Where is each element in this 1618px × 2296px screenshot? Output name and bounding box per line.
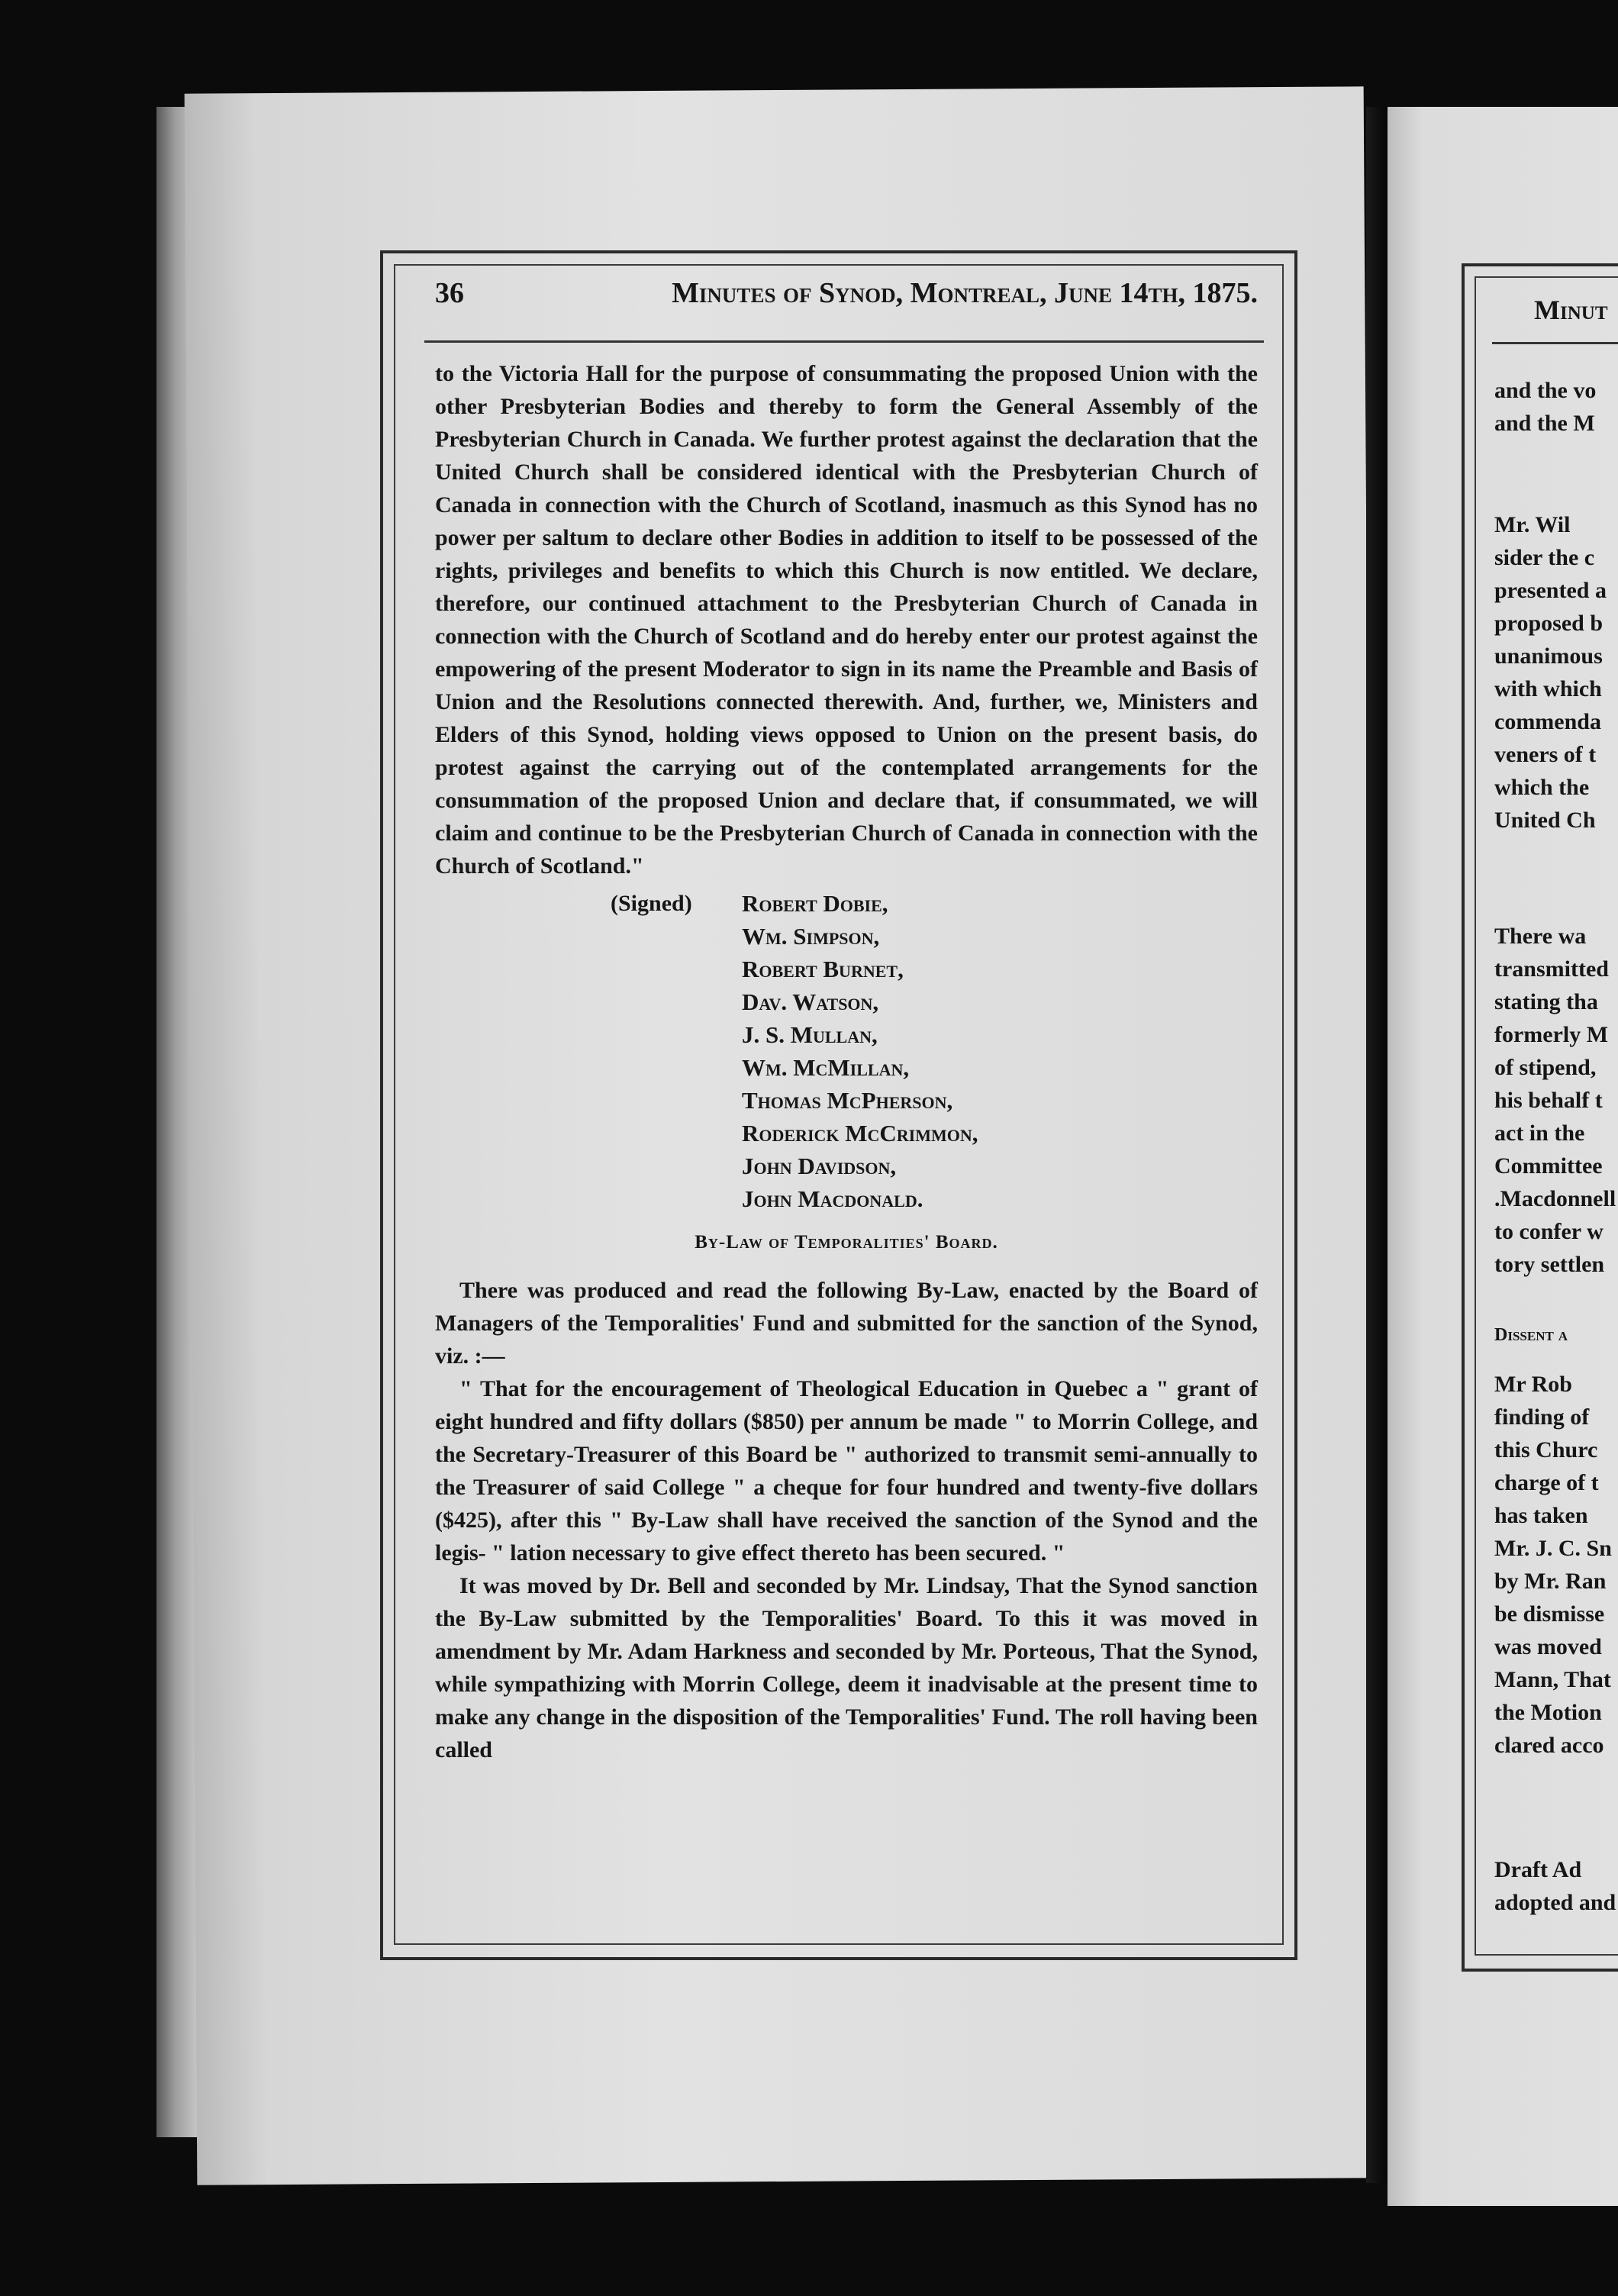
right-line: presented a [1494,578,1607,603]
page-title: Minutes of Synod, Montreal, June 14th, 1875. [672,277,1258,309]
left-page-body [435,357,1258,1766]
signatory-list [742,887,978,1215]
signatory: Roderick McCrimmon, [742,1120,978,1146]
signed-label: (Signed) [611,891,692,916]
right-line: was moved [1494,1634,1602,1659]
right-line: adopted and [1494,1890,1616,1915]
page-number: 36 [435,277,464,309]
right-text-group-b [1494,508,1618,837]
signatory: John Macdonald. [742,1185,923,1212]
right-line: Mann, That [1494,1667,1611,1692]
right-line: clared acco [1494,1733,1604,1758]
right-line: Committee [1494,1153,1603,1179]
right-dissent-heading: Dissent a [1494,1325,1568,1345]
right-line: United Ch [1494,808,1596,833]
bylaw-intro-paragraph: There was produced and read the following By-Law, enacted by the Board of Managers of the Temporalities' Fund and submitted for the sanction of the Synod, viz. :— [435,1278,1258,1369]
right-page-header: Minut [1534,295,1608,325]
right-line: stating tha [1494,989,1598,1014]
right-line: Mr. J. C. Sn [1494,1536,1612,1561]
bylaw-quote-paragraph: " That for the encouragement of Theological Education in Quebec a " grant of eight hundred and fifty dollars ($850) per annum be made " to Morrin College, and the Secretary-Treasurer of this Board be " authorized to transmit semi-annually to the Treasurer of said College " a cheque for four hundred and twenty-five dollars ($425), after this " By-Law shall have received the sanction of the Synod and the legis- " lation necessary to give effect thereto has been secured. " [435,1376,1258,1566]
right-line: charge of t [1494,1470,1599,1495]
right-line: which the [1494,775,1590,800]
right-line: veners of t [1494,742,1597,767]
right-line: finding of [1494,1404,1590,1430]
right-line: unanimous [1494,643,1603,669]
right-line: formerly M [1494,1022,1609,1047]
book-gutter [1366,107,1389,2183]
right-line: tory settlen [1494,1252,1605,1277]
right-line: transmitted [1494,956,1609,982]
signatory: J. S. Mullan, [742,1021,878,1048]
right-text-group-c [1494,920,1618,1281]
right-line: .Macdonnell [1494,1186,1616,1211]
signatory: John Davidson, [742,1153,897,1179]
right-line: and the M [1494,411,1595,436]
header-rule [424,340,1264,343]
section-title: By-Law of Temporalities' Board. [695,1232,998,1253]
right-line: the Motion [1494,1700,1602,1725]
signatory: Robert Burnet, [742,956,904,982]
right-line: of stipend, [1494,1055,1597,1080]
right-text-group-e [1494,1853,1618,1919]
right-line: Draft Ad [1494,1857,1582,1882]
right-line: be dismisse [1494,1601,1605,1627]
right-line: commenda [1494,709,1601,734]
right-line: act in the [1494,1121,1585,1146]
right-line: by Mr. Ran [1494,1569,1607,1594]
right-line: Mr. Wil [1494,512,1571,537]
right-line: and the vo [1494,378,1597,403]
right-text-group-d [1494,1368,1618,1762]
signatory: Wm. Simpson, [742,923,880,950]
signatory: Thomas McPherson, [742,1087,953,1114]
motion-paragraph: It was moved by Dr. Bell and seconded by Mr. Lindsay, That the Synod sanction the By-Law submitted by the Temporalities' Board. To this it was moved in amendment by Mr. Adam Harkness and seconded by Mr. Porteous, That the Synod, while sympathizing with Morrin College, deem it inadvisable at the present time to make any change in the disposition of the Temporalities' Fund. The roll having been called [435,1573,1258,1762]
right-line: to confer w [1494,1219,1603,1244]
right-line: There wa [1494,924,1587,949]
signature-block [435,887,1258,1215]
right-line: proposed b [1494,611,1603,636]
protest-paragraph: to the Victoria Hall for the purpose of consummating the proposed Union with the other Presbyterian Bodies and thereby to form the General Assembly of the Presbyterian Church in Canada. We further protest against the declaration that the United Church shall be considered identical with the Presbyterian Church of Canada in connection with the Church of Scotland, inasmuch as this Synod has no power per saltum to declare other Bodies in addition to itself to be possessed of the rights, privileges and benefits to which this Church is now entitled. We declare, therefore, our continued attachment to the Presbyterian Church of Canada in connection with the Church of Scotland and do hereby enter our protest against the empowering of the present Moderator to sign in its name the Preamble and Basis of Union and the Resolutions connected therewith. And, further, we, Ministers and Elders of this Synod, holding views opposed to Union on the present basis, do protest against the carrying out of the contemplated arrangements for the consummation of the proposed Union and declare that, if consummated, we will claim and continue to be the Presbyterian Church of Canada in connection with the Church of Scotland." [435,361,1258,879]
right-line: Mr Rob [1494,1372,1572,1397]
right-text-group-a [1494,374,1618,440]
page-header [435,276,1258,310]
signatory: Dav. Watson, [742,988,879,1015]
right-line: sider the c [1494,545,1595,570]
right-line: with which [1494,676,1602,701]
right-header-rule [1492,342,1618,344]
signatory: Wm. McMillan, [742,1054,910,1081]
right-line: his behalf t [1494,1088,1603,1113]
right-line: has taken [1494,1503,1588,1528]
right-line: this Churc [1494,1437,1598,1462]
signatory: Robert Dobie, [742,890,888,917]
